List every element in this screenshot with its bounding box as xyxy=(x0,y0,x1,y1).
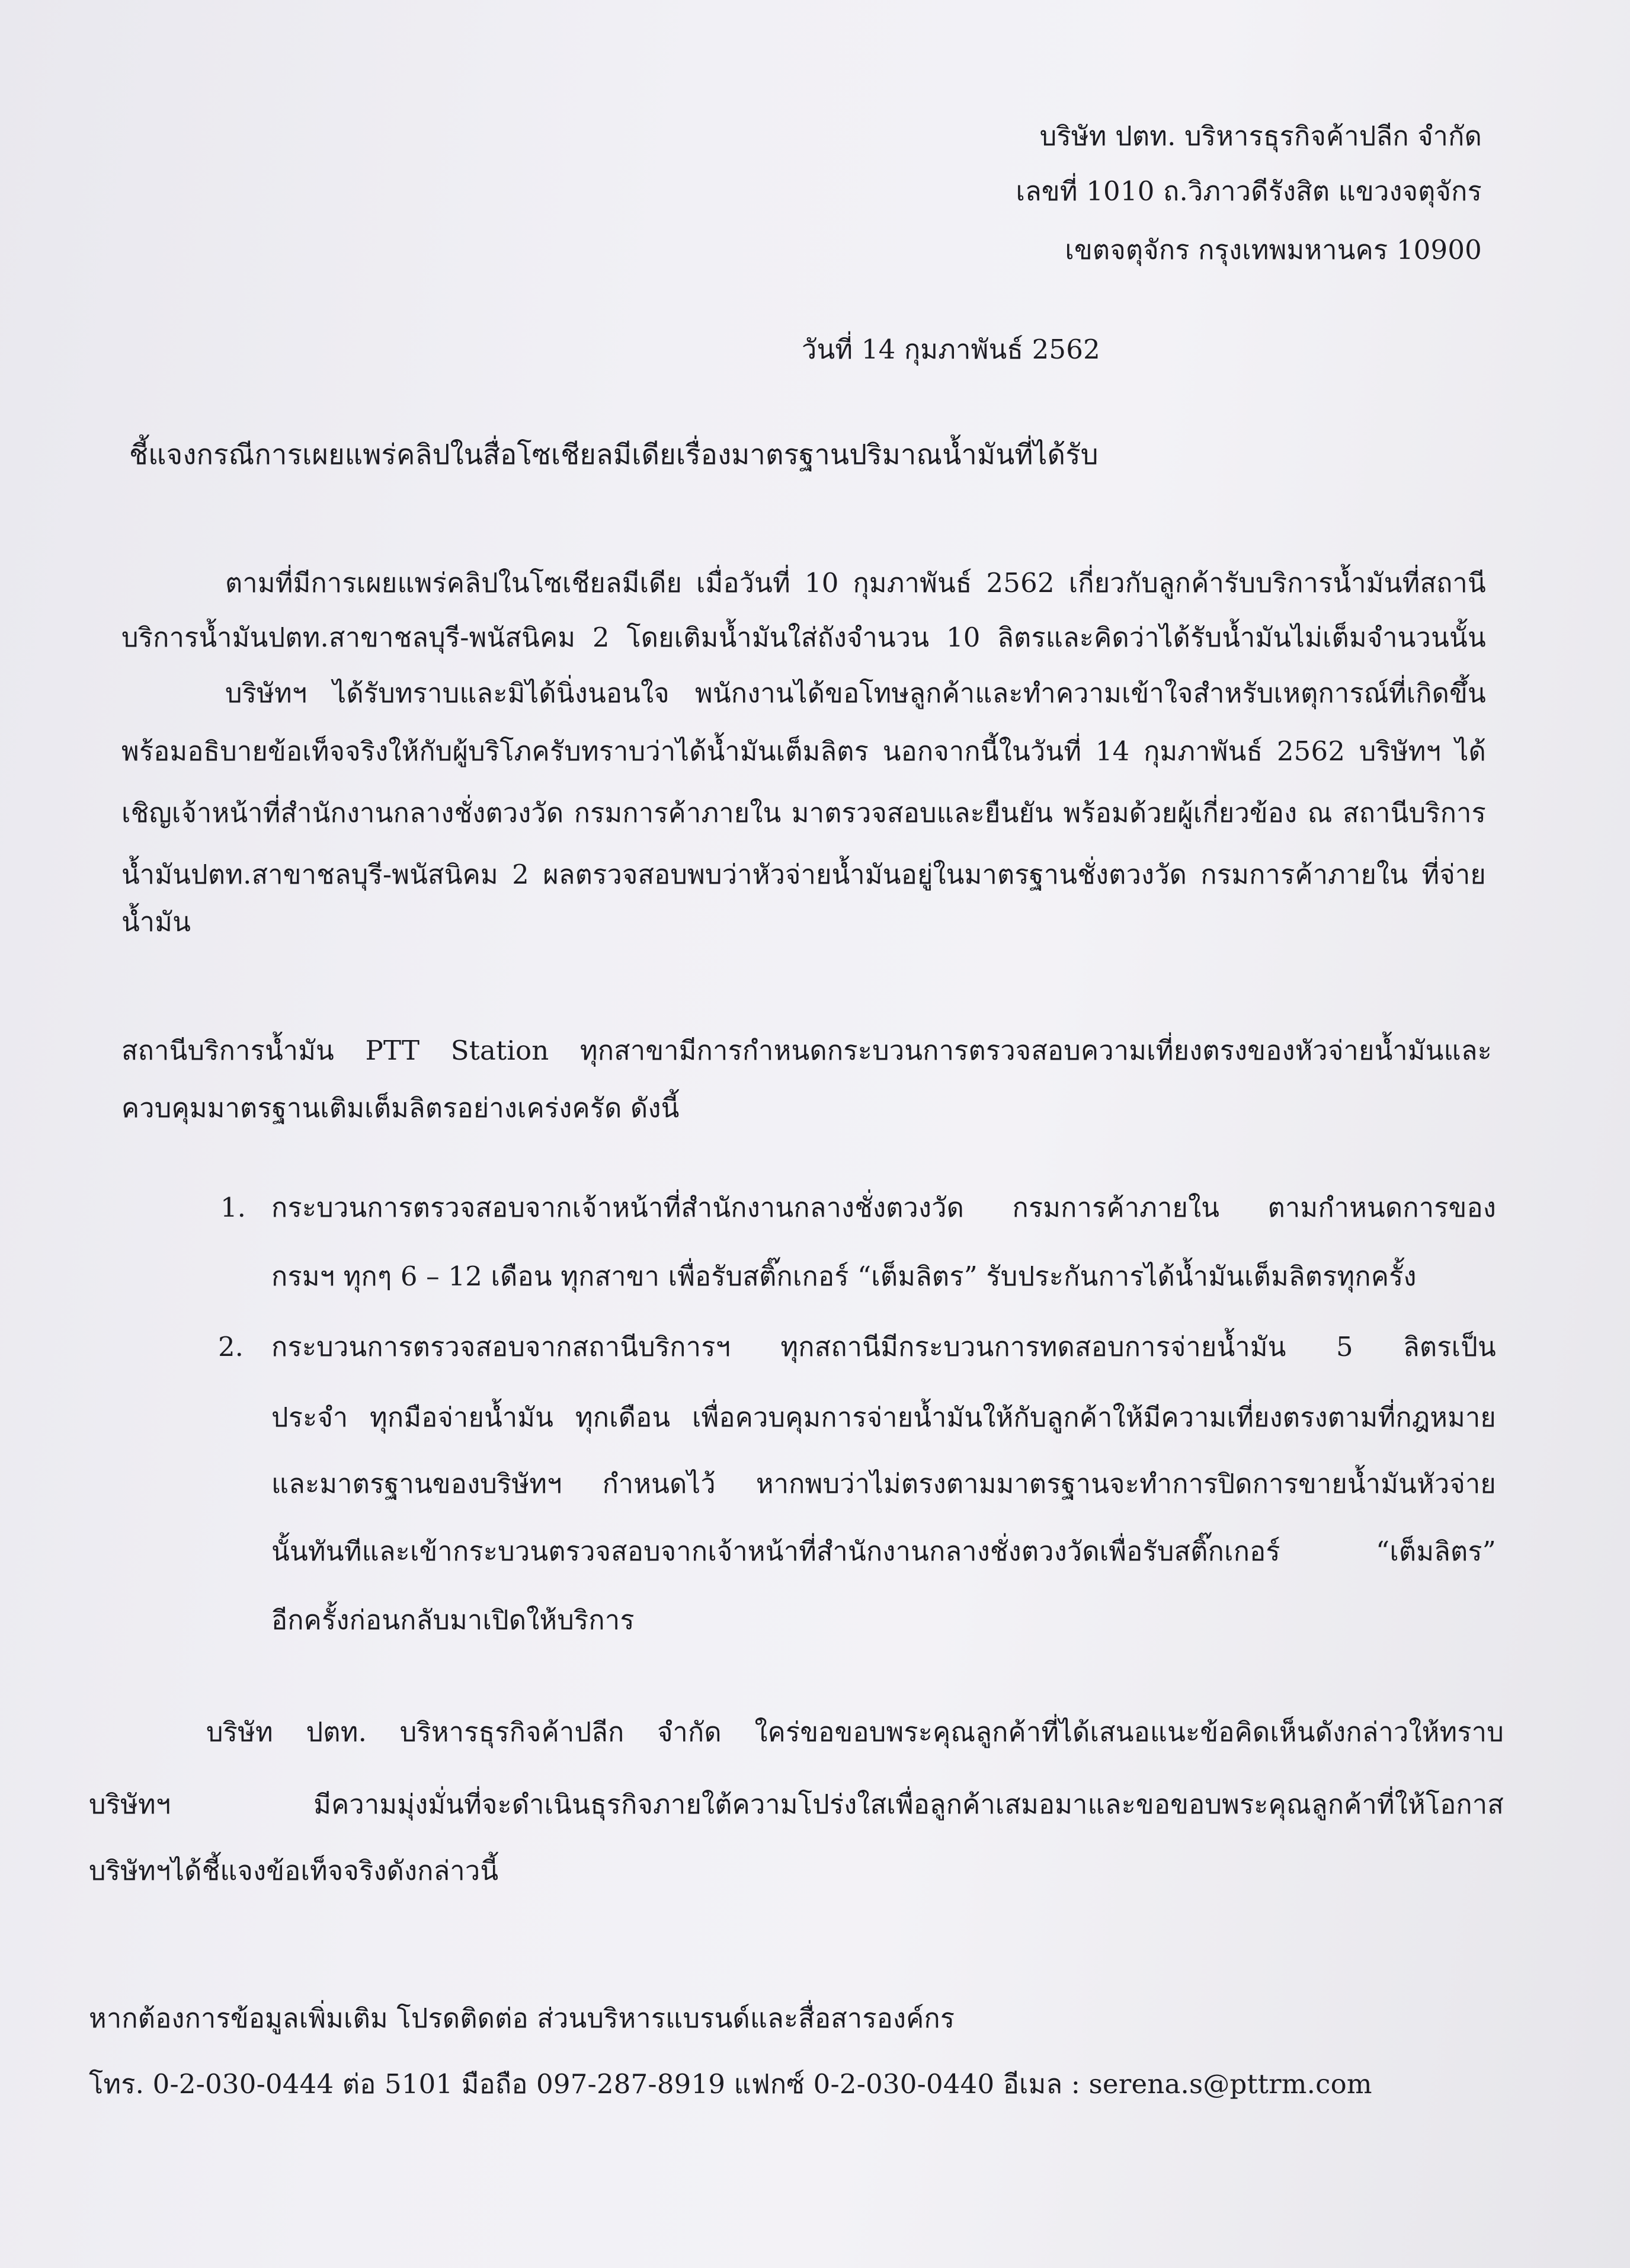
list-item-line: กรมฯ ทุกๆ 6 – 12 เดือน ทุกสาขา เพื่อรับสติ๊กเกอร์ “เต็มลิตร” รับประกันการได้น้ำมันเต็มลิตรทุกครั้ง xyxy=(271,1261,1417,1292)
address-line-2: เขตจตุจักร กรุงเทพมหานคร 10900 xyxy=(1065,234,1482,265)
list-item-line: กระบวนการตรวจสอบจากสถานีบริการฯ ทุกสถานีมีกระบวนการทดสอบการจ่ายน้ำมัน 5 ลิตรเป็น xyxy=(271,1331,1496,1362)
list-item-line: ประจำ ทุกมือจ่ายน้ำมัน ทุกเดือน เพื่อควบคุมการจ่ายน้ำมันให้กับลูกค้าให้มีความเที่ยงตรงตามที่กฎหมาย xyxy=(271,1402,1496,1433)
paragraph-4-line: บริษัทฯ มีความมุ่งมั่นที่จะดำเนินธุรกิจภายใต้ความโปร่งใสเพื่อลูกค้าเสมอมาและขอขอบพระคุณลูกค้าที่ให้โอกาส xyxy=(89,1789,1504,1820)
list-number: 2. xyxy=(218,1331,244,1362)
list-item-line: อีกครั้งก่อนกลับมาเปิดให้บริการ xyxy=(271,1604,635,1636)
paragraph-2-line: น้ำมัน xyxy=(121,906,191,938)
letter-subject: ชี้แจงกรณีการเผยแพร่คลิปในสื่อโซเชียลมีเดียเรื่องมาตรฐานปริมาณน้ำมันที่ได้รับ xyxy=(129,439,1099,471)
paragraph-2-line: เชิญเจ้าหน้าที่สำนักงานกลางชั่งตวงวัด กรมการค้าภายใน มาตรวจสอบและยืนยัน พร้อมด้วยผู้เกี่ยวข้อง ณ สถานีบริการ xyxy=(121,797,1486,828)
paragraph-4-line: บริษัทฯได้ชี้แจงข้อเท็จจริงดังกล่าวนี้ xyxy=(89,1855,499,1886)
paragraph-2-line: น้ำมันปตท.สาขาชลบุรี-พนัสนิคม 2 ผลตรวจสอบพบว่าหัวจ่ายน้ำมันอยู่ในมาตรฐานชั่งตวงวัด กรมการค้าภายใน ที่จ่าย xyxy=(121,859,1486,890)
contact-line-2: โทร. 0-2-030-0444 ต่อ 5101 มือถือ 097-287-8919 แฟกซ์ 0-2-030-0440 อีเมล : serena.s@pttrm.com xyxy=(89,2068,1372,2100)
list-item-line: นั้นทันทีและเข้ากระบวนตรวจสอบจากเจ้าหน้าที่สำนักงานกลางชั่งตวงวัดเพื่อรับสติ๊กเกอร์ “เต็มลิตร” xyxy=(271,1536,1496,1567)
paragraph-3-line: ควบคุมมาตรฐานเติมเต็มลิตรอย่างเคร่งครัด ดังนี้ xyxy=(121,1092,680,1124)
paragraph-1-line: ตามที่มีการเผยแพร่คลิปในโซเชียลมีเดีย เมื่อวันที่ 10 กุมภาพันธ์ 2562 เกี่ยวกับลูกค้ารับบริการน้ำมันที่สถานี xyxy=(225,567,1486,599)
list-number: 1. xyxy=(220,1192,246,1223)
paragraph-1-line: บริการน้ำมันปตท.สาขาชลบุรี-พนัสนิคม 2 โดยเติมน้ำมันใส่ถังจำนวน 10 ลิตรและคิดว่าได้รับน้ำมันไม่เต็มจำนวนนั้น xyxy=(121,622,1486,653)
letter-date: วันที่ 14 กุมภาพันธ์ 2562 xyxy=(802,334,1100,365)
paragraph-2-line: พร้อมอธิบายข้อเท็จจริงให้กับผู้บริโภครับทราบว่าได้น้ำมันเต็มลิตร นอกจากนี้ในวันที่ 14 กุมภาพันธ์ 2562 บริษัทฯ ได้ xyxy=(121,735,1486,767)
paragraph-4-line: บริษัท ปตท. บริหารธุรกิจค้าปลีก จำกัด ใคร่ขอขอบพระคุณลูกค้าที่ได้เสนอแนะข้อคิดเห็นดังกล่าวให้ทราบ xyxy=(206,1716,1504,1748)
paragraph-2-line: บริษัทฯ ได้รับทราบและมิได้นิ่งนอนใจ พนักงานได้ขอโทษลูกค้าและทำความเข้าใจสำหรับเหตุการณ์ที่เกิดขึ้น xyxy=(225,677,1486,709)
contact-line-1: หากต้องการข้อมูลเพิ่มเติม โปรดติดต่อ ส่วนบริหารแบรนด์และสื่อสารองค์กร xyxy=(89,2003,955,2034)
address-line-1: เลขที่ 1010 ถ.วิภาวดีรังสิต แขวงจตุจักร xyxy=(1016,175,1482,207)
company-name: บริษัท ปตท. บริหารธุรกิจค้าปลีก จำกัด xyxy=(1039,120,1482,152)
paragraph-3-line: สถานีบริการน้ำมัน PTT Station ทุกสาขามีการกำหนดกระบวนการตรวจสอบความเที่ยงตรงของหัวจ่ายน้ำมันและ xyxy=(121,1035,1492,1066)
list-item-line: กระบวนการตรวจสอบจากเจ้าหน้าที่สำนักงานกลางชั่งตวงวัด กรมการค้าภายใน ตามกำหนดการของ xyxy=(271,1192,1496,1223)
list-item-line: และมาตรฐานของบริษัทฯ กำหนดไว้ หากพบว่าไม่ตรงตามมาตรฐานจะทำการปิดการขายน้ำมันหัวจ่าย xyxy=(271,1468,1496,1499)
